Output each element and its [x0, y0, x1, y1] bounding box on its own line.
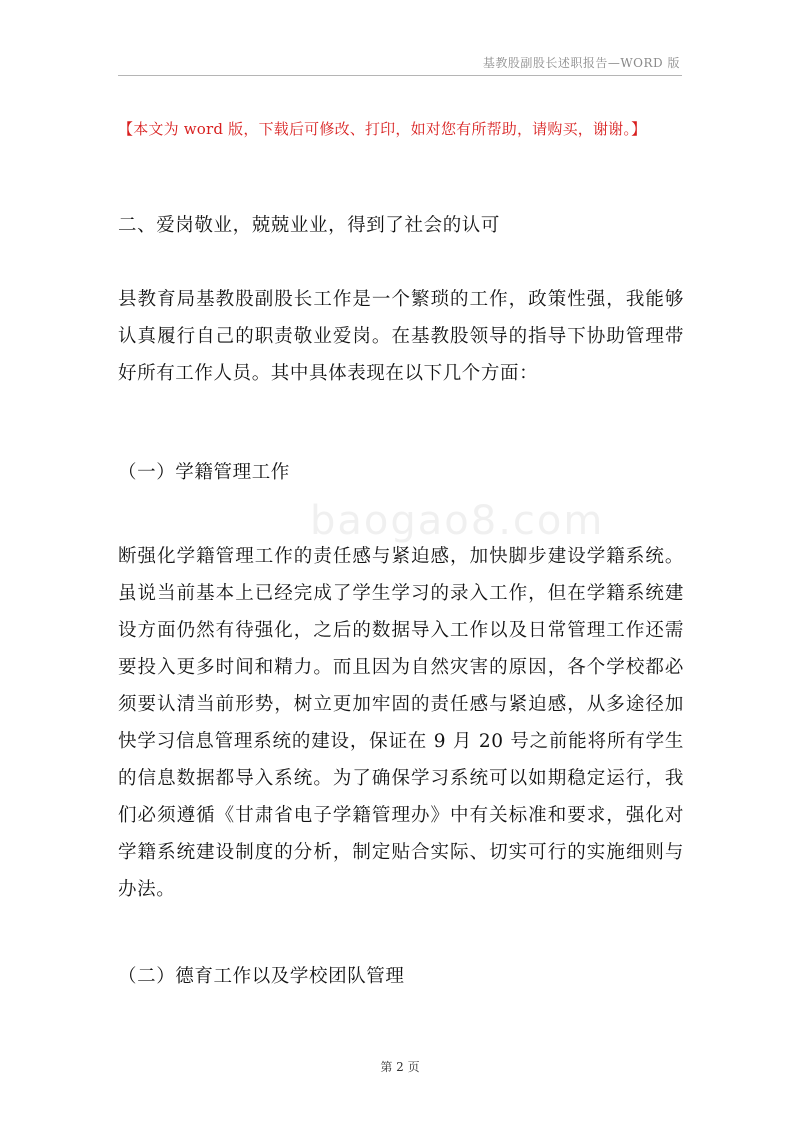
subheading-moral-education: （二）德育工作以及学校团队管理	[118, 966, 405, 987]
subheading-student-records: （一）学籍管理工作	[118, 462, 290, 483]
paragraph-student-records: 断强化学籍管理工作的责任感与紧迫感，加快脚步建设学籍系统。虽说当前基本上已经完成了学生学习的录入工作，但在学籍系统建设方面仍然有待强化，之后的数据导入工作以及日常管理工作还需要投入更多时间和精力。而且因为自然灾害的原因，各个学校都必须要认清当前形势，树立更加牢固的责任感与紧迫感，从多途径加快学习信息管理系统的建设，保证在 9 月 20 号之前能将所有学生的信息数据都导入系统。为了确保学习系统可以如期稳定运行，我们必须遵循《甘肃省电子学籍管理办》中有关标准和要求，强化对学籍系统建设制度的分析，制定贴合实际、切实可行的实施细则与办法。	[118, 546, 684, 900]
download-notice: 【本文为 word 版，下载后可修改、打印，如对您有所帮助，请购买，谢谢。】	[118, 120, 647, 138]
section-heading: 二、爱岗敬业，兢兢业业，得到了社会的认可	[118, 215, 501, 236]
watermark: baogao8.com	[310, 498, 605, 544]
page-header-title: 基教股副股长述职报告—WORD 版	[482, 56, 680, 70]
header-divider	[118, 75, 682, 76]
paragraph-intro: 县教育局基教股副股长工作是一个繁琐的工作，政策性强，我能够认真履行自己的职责敬业爱岗。在基教股领导的指导下协助管理带好所有工作人员。其中具体表现在以下几个方面：	[118, 289, 684, 384]
page-number: 第 2 页	[380, 1060, 420, 1074]
